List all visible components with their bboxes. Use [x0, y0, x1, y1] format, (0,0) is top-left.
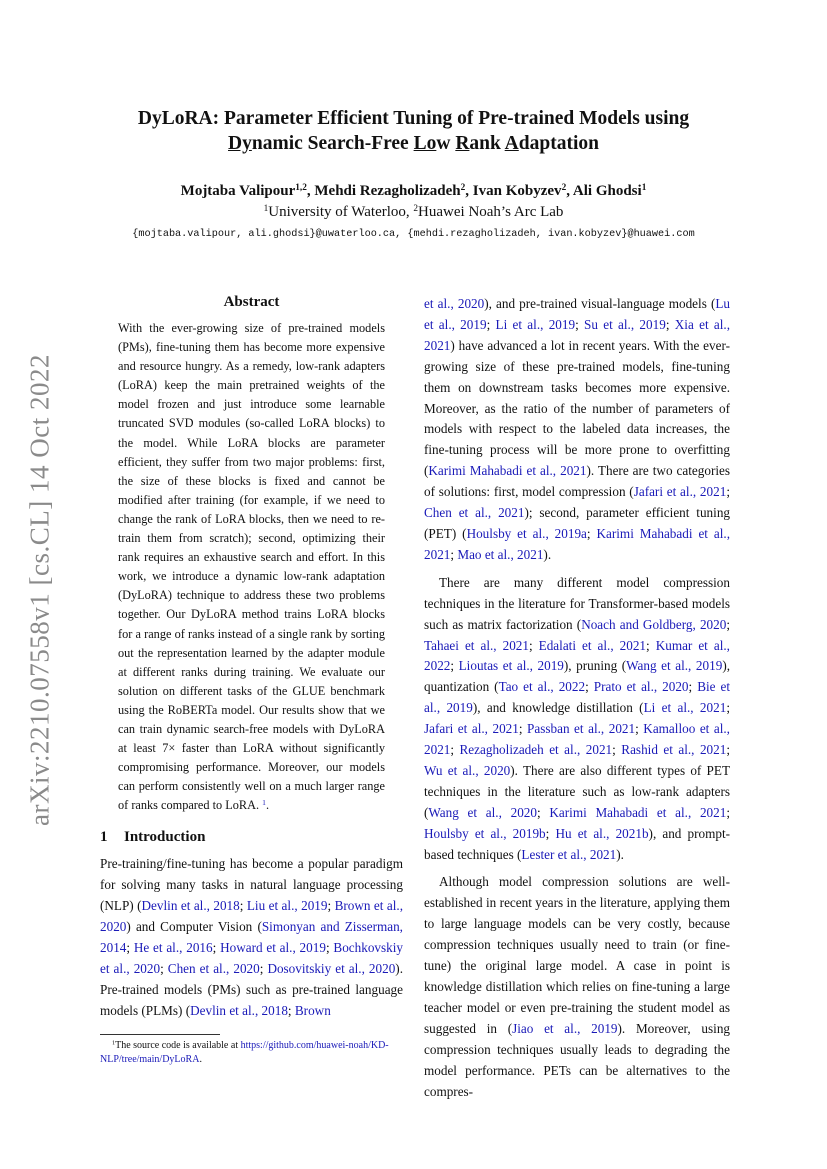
footnote: [100, 1039, 403, 1067]
paragraph-text: ;: [688, 679, 698, 695]
title-fragment: A: [504, 133, 519, 154]
citation-link[interactable]: Devlin et al., 2018: [141, 898, 240, 914]
author-affiliation-mark: 1,2: [295, 182, 307, 193]
citation-link[interactable]: Tahaei et al., 2021: [424, 637, 529, 653]
section-number: 1: [100, 829, 108, 846]
title-fragment: w: [436, 133, 456, 154]
citation-link[interactable]: Howard et al., 2019: [220, 940, 326, 956]
paragraph-text: ;: [450, 742, 460, 758]
citation-link[interactable]: Jiao et al., 2019: [512, 1020, 618, 1036]
paragraph-text: ), and knowledge distillation (: [472, 700, 644, 716]
citation-link[interactable]: Rashid et al., 2021: [621, 742, 727, 758]
body-paragraph: [424, 872, 730, 1102]
citation-link[interactable]: Wang et al., 2019: [626, 658, 723, 674]
paragraph-text: ), and pre-trained visual-language models (: [484, 296, 716, 311]
citation-link[interactable]: Hu et al., 2021b: [555, 825, 649, 841]
paragraph-text: ;: [126, 940, 134, 956]
author-affiliation-mark: 2: [460, 182, 466, 193]
title-fragment: ank: [469, 133, 505, 154]
paragraph-text: ;: [726, 616, 730, 632]
author-affiliation-mark: 2: [561, 182, 567, 193]
paragraph-text: ;: [518, 721, 528, 737]
paragraph-text: ;: [528, 637, 539, 653]
paragraph-text: ), pruning (: [563, 658, 627, 674]
paragraph-text: ) and Computer Vision (: [126, 919, 262, 935]
citation-link[interactable]: Wu et al., 2020: [424, 762, 511, 778]
author-name: Ivan Kobyzev: [472, 183, 562, 199]
paragraph-text: ;: [545, 825, 556, 841]
paragraph-text: ); second, parameter efficient tuning (PET) (: [424, 505, 731, 541]
paragraph-text: ).: [616, 846, 624, 862]
paragraph-text: ;: [486, 316, 496, 332]
citation-link[interactable]: Xia et al., 2021: [424, 316, 730, 353]
citation-link[interactable]: Houlsby et al., 2019b: [424, 825, 546, 841]
citation-link[interactable]: Brown: [294, 1002, 331, 1018]
citation-link[interactable]: Dosovitskiy et al., 2020: [267, 960, 396, 976]
paragraph-text: ;: [612, 742, 622, 758]
citation-link[interactable]: Li et al., 2019: [495, 316, 576, 332]
abstract-body: With the ever-growing size of pre-trained models (PMs), fine-tuning them has become more expensive and resource hungry. As a remedy, low-rank adapters (LoRA) keep the main pretrained weights of the model frozen and just introduce some learnable truncated SVD modules (so-called LoRA blocks) to the model. While LoRA blocks are parameter efficient, they suffer from two major problems: first, the size of these blocks is fixed and cannot be modified after training (for example, if we need to change the rank of LoRA blocks, then we need to re-train them from scratch); second, optimizing their rank requires an exhaustive search and effort. In this work, we introduce a dynamic low-rank adaptation (DyLoRA) technique to address these two problems together. Our DyLoRA method trains LoRA blocks for a range of ranks instead of a single rank by sorting out the representation learned by the adapter module at different ranks during training. We evaluate our solution on different tasks of the GLUE benchmark using the RoBERTa model. Our results show that we can train dynamic search-free models with DyLoRA at least 7× faster than LoRA without significantly compromising performance. Moreover, our models can perform consistently well on a much larger range of ranks compared to LoRA. $^1$.: [118, 321, 385, 813]
paragraph-text: Pre-training/fine-tuning has become a popular paradigm for solving many tasks in natural language processing (NLP) (: [100, 856, 403, 914]
paragraph-text: ;: [665, 316, 675, 332]
citation-link[interactable]: Wang et al., 2020: [428, 804, 537, 820]
paragraph-text: ;: [585, 679, 594, 695]
paragraph-text: ;: [450, 546, 458, 562]
paragraph-text: Although model compression solutions are well-established in recent years in the literature, applying them to large language models can be very costly, because compression techniques usually need to train (or fine-tune) the original large model. A case in point is knowledge distillation which relies on fine-tuning a large teacher model or even pre-training the student model as suggested in (: [424, 874, 730, 1036]
section-heading-introduction: [100, 829, 403, 846]
title-line-1: DyLoRA: Parameter Efficient Tuning of Pre-trained Models using: [137, 108, 690, 129]
paragraph-text: ;: [726, 742, 730, 758]
footnote-end: .: [199, 1053, 202, 1065]
citation-link[interactable]: Liu et al., 2019: [246, 898, 328, 914]
paragraph-text: ;: [537, 804, 550, 820]
citation-link[interactable]: Brown et al., 2020: [100, 898, 403, 935]
citation-link[interactable]: Su et al., 2019: [584, 316, 666, 332]
paragraph-text: ). Moreover, using compression techniques usually leads to degrading the model performance. PETs can be alternatives to the compres-: [424, 1020, 731, 1099]
citation-link[interactable]: He et al., 2016: [133, 940, 213, 956]
paragraph-text: ;: [160, 960, 168, 976]
paragraph-text: ;: [726, 700, 730, 716]
body-paragraph: [424, 573, 730, 866]
paragraph-text: ) have advanced a lot in recent years. With the ever-growing size of these pre-trained models, fine-tuning them on downstream tasks becomes more expensive. Moreover, as the ratio of the number of parameters of models with respect to the labeled data increases, the fine-tuning process will be more prone to overfitting (: [424, 337, 730, 479]
arxiv-identifier: arXiv:2210.07558v1 [cs.CL] 14 Oct 2022: [24, 354, 55, 826]
paragraph-text: ;: [450, 658, 459, 674]
paragraph-text: ;: [239, 898, 247, 914]
author-name: Mojtaba Valipour: [180, 183, 296, 199]
citation-link[interactable]: Kumar et al., 2022: [424, 637, 730, 674]
author-affiliation-mark: 1: [641, 182, 647, 193]
citation-link[interactable]: Tao et al., 2022: [498, 679, 586, 695]
paragraph-text: ). There are also different types of PET techniques in the literature such as low-rank adapters (: [424, 762, 731, 820]
title-fragment: Lo: [413, 133, 437, 154]
title-line-2: [0, 131, 827, 156]
author-emails: {mojtaba.valipour, ali.ghodsi}@uwaterloo.ca, {mehdi.rezagholizadeh, ivan.kobyzev}@huawei.com: [132, 229, 695, 240]
affiliation-name: Huawei Noah’s Arc Lab: [418, 204, 564, 220]
paragraph-text: ), and prompt-based techniques (: [424, 825, 731, 862]
title-fragment: R: [455, 133, 470, 154]
footnote-number: 1: [112, 1039, 116, 1047]
title-fragment: namic Search-Free: [251, 133, 414, 154]
citation-link[interactable]: Bie et al., 2019: [424, 679, 730, 716]
citation-link[interactable]: Karimi Mahabadi et al., 2021: [428, 463, 587, 479]
paragraph-text: ), quantization (: [424, 658, 731, 695]
right-column: [424, 294, 730, 1102]
citation-link[interactable]: Mao et al., 2021: [457, 546, 544, 562]
paragraph-text: ;: [212, 940, 221, 956]
citation-link[interactable]: Jafari et al., 2021: [424, 721, 519, 737]
title-fragment: daptation: [518, 133, 599, 154]
citation-link[interactable]: Rezagholizadeh et al., 2021: [459, 742, 613, 758]
citation-link[interactable]: Li et al., 2021: [643, 700, 727, 716]
author-list: Mojtaba Valipour$^{1,2}$, Mehdi Rezagholizadeh$^2$, Ivan Kobyzev$^2$, Ali Ghodsi$^1$: [180, 182, 647, 199]
paragraph-text: ;: [325, 940, 334, 956]
paragraph-text: ;: [646, 637, 656, 653]
affiliation-mark: 2: [413, 203, 419, 214]
citation-link[interactable]: Jafari et al., 2021: [633, 484, 727, 500]
citation-link[interactable]: Lioutas et al., 2019: [458, 658, 564, 674]
paragraph-text: There are many different model compression techniques in the literature for Transformer-based models such as matrix factorization (: [424, 574, 730, 632]
paragraph-text: ;: [327, 898, 335, 914]
section-title: Introduction: [124, 829, 206, 846]
body-paragraph: [424, 294, 730, 566]
affiliation-name: University of Waterloo: [268, 204, 406, 220]
paper-title: [0, 106, 827, 156]
citation-link[interactable]: Karimi Mahabadi et al., 2021: [549, 804, 727, 820]
citation-link[interactable]: Chen et al., 2021: [424, 505, 525, 521]
author-name: Ali Ghodsi: [572, 183, 642, 199]
citation-link[interactable]: Simonyan and Zisserman, 2014: [100, 919, 403, 956]
citation-link[interactable]: et al., 2020: [424, 296, 485, 311]
paragraph-text: ;: [259, 960, 268, 976]
citation-link[interactable]: Karimi Mahabadi et al., 2021: [424, 525, 730, 562]
intro-paragraph: [100, 854, 403, 1021]
paragraph-text: ). Pre-trained models (PMs) such as pre-trained language models (PLMs) (: [100, 960, 403, 1018]
affiliation-mark: 1: [263, 203, 269, 214]
footnote-mark[interactable]: 1: [262, 798, 266, 808]
citation-link[interactable]: Kamalloo et al., 2021: [424, 721, 730, 758]
paragraph-text: ;: [575, 316, 585, 332]
citation-link[interactable]: Bochkovskiy et al., 2020: [100, 940, 404, 976]
citation-link[interactable]: Noach and Goldberg, 2020: [581, 616, 727, 632]
paragraph-text: ).: [543, 546, 552, 562]
citation-link[interactable]: Chen et al., 2020: [167, 960, 260, 976]
citation-link[interactable]: Prato et al., 2020: [593, 679, 689, 695]
paragraph-text: ;: [726, 484, 730, 500]
citation-link[interactable]: Lu et al., 2019: [424, 296, 730, 332]
affiliations: $^1$University of Waterloo, $^2$Huawei Noah’s Arc Lab: [263, 203, 564, 220]
footnote-divider: [100, 1034, 220, 1035]
paragraph-text: ;: [586, 525, 597, 541]
citation-link[interactable]: Houlsby et al., 2019a: [466, 525, 587, 541]
abstract-heading: Abstract: [223, 294, 280, 310]
paragraph-text: ;: [287, 1002, 295, 1018]
title-fragment: Dy: [228, 133, 252, 154]
abstract-text: With the ever-growing size of pre-trained models (PMs), fine-tuning them has become more expensive and resource hungry. As a remedy, low-rank adapters (LoRA) keep the main pretrained weights of the model frozen and just introduce some learnable truncated SVD modules (so-called LoRA blocks) to the model. While LoRA blocks are parameter efficient, they suffer from two major problems: first, the size of these blocks is fixed and cannot be modified after training (for example, if we need to change the rank of LoRA blocks, then we need to re-train them from scratch); second, optimizing their rank requires an exhaustive search and effort. In this work, we introduce a dynamic low-rank adaptation (DyLoRA) technique to address these two problems together. Our DyLoRA method trains LoRA blocks for a range of ranks instead of a single rank by sorting out the representation learned by the adapter module at different ranks during training. We evaluate our solution on different tasks of the GLUE benchmark using the RoBERTa model. Our results show that we can train dynamic search-free models with DyLoRA at least 7× faster than LoRA without significantly compromising performance. Moreover, our models can perform consistently well on a much larger range of ranks compared to LoRA.: [118, 321, 385, 813]
paragraph-text: ;: [726, 804, 731, 820]
left-column: [100, 294, 403, 1067]
citation-link[interactable]: Devlin et al., 2018: [190, 1002, 288, 1018]
citation-link[interactable]: Edalati et al., 2021: [538, 637, 647, 653]
paragraph-text: ). There are two categories of solutions: first, model compression (: [424, 463, 730, 500]
paragraph-text: ;: [635, 721, 644, 737]
source-code-link[interactable]: https://github.com/huawei-noah/KD-NLP/tree/main/DyLoRA: [100, 1039, 389, 1065]
author-name: Mehdi Rezagholizadeh: [314, 183, 461, 199]
citation-link[interactable]: Lester et al., 2021: [521, 846, 617, 862]
citation-link[interactable]: Passban et al., 2021: [527, 721, 636, 737]
footnote-text: The source code is available at: [115, 1039, 241, 1051]
